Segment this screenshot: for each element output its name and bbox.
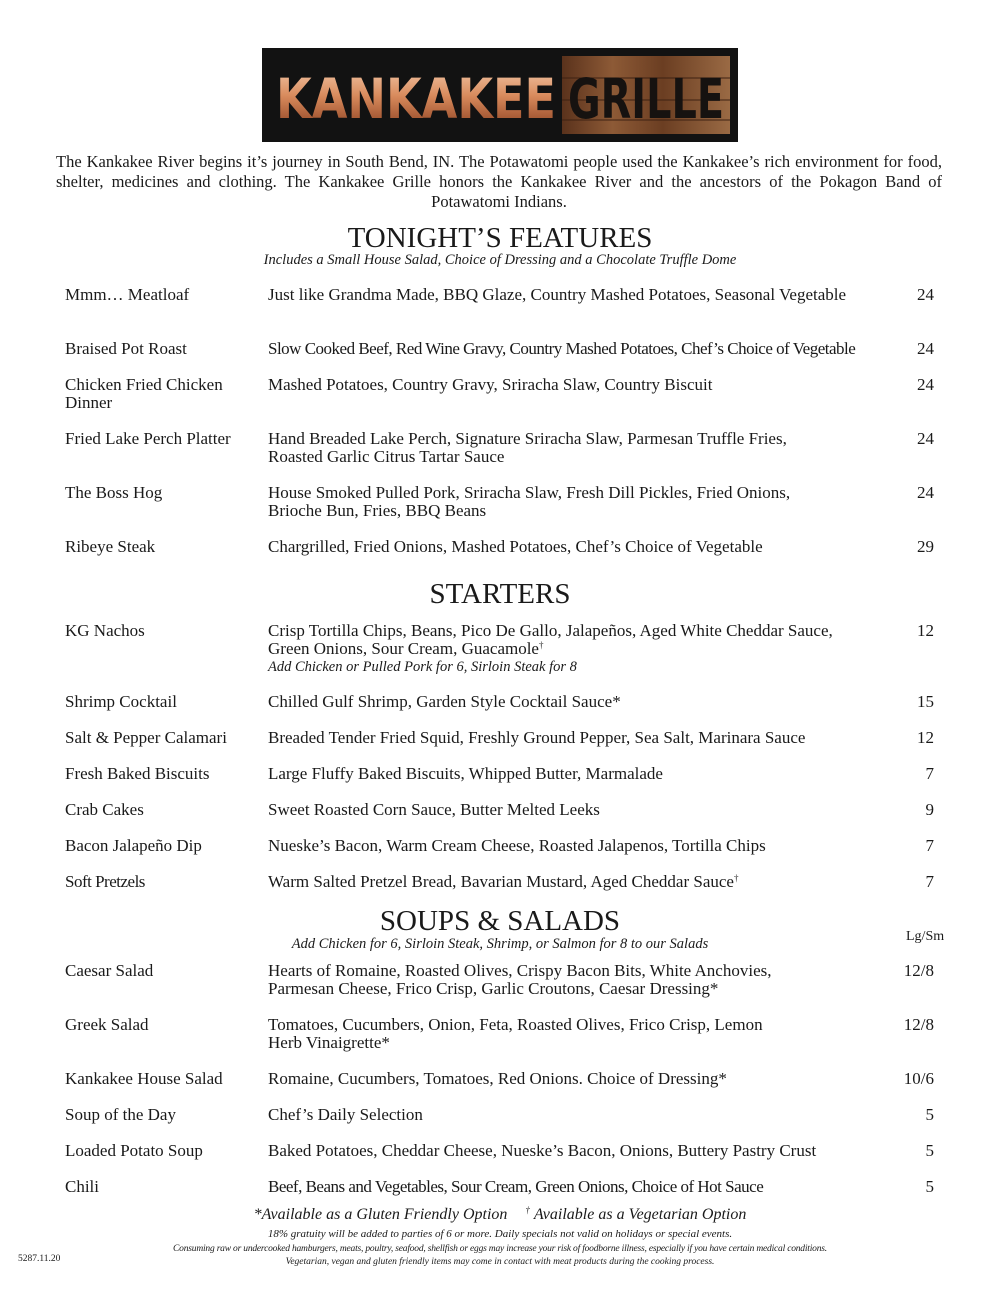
menu-item-name: Chicken Fried Chicken Dinner bbox=[65, 375, 223, 412]
menu-item-price: 12/8 bbox=[903, 1015, 934, 1034]
menu-item-price: 7 bbox=[925, 872, 934, 891]
menu-item-description-text: Crisp Tortilla Chips, Beans, Pico De Gallo, Jalapeños, Aged White Cheddar Sauce, Green Onions, Sour Cream, Guacamole bbox=[268, 621, 833, 658]
vegetarian-mark: † bbox=[733, 873, 739, 883]
menu-item-price: 7 bbox=[925, 836, 934, 855]
menu-item-price: 10/6 bbox=[903, 1069, 934, 1088]
section-title-soups-salads: SOUPS & SALADS bbox=[379, 905, 621, 937]
menu-item-price: 15 bbox=[917, 692, 934, 711]
logo-graphic bbox=[262, 48, 738, 142]
menu-item-price: 12 bbox=[917, 728, 934, 747]
menu-item-description: Sweet Roasted Corn Sauce, Butter Melted Leeks bbox=[268, 800, 600, 819]
logo-text-kankakee: KANKAKEE bbox=[276, 67, 556, 131]
menu-item-description: Baked Potatoes, Cheddar Cheese, Nueske’s Bacon, Onions, Buttery Pastry Crust bbox=[268, 1141, 817, 1160]
gluten-friendly-note: *Available as a Gluten Friendly Option bbox=[253, 1206, 508, 1223]
section-title-features: TONIGHT’S FEATURES bbox=[347, 222, 653, 254]
menu-item-price: 24 bbox=[917, 339, 934, 358]
menu-item-description: Just like Grandma Made, BBQ Glaze, Country Mashed Potatoes, Seasonal Vegetable bbox=[268, 285, 847, 304]
menu-item-name: Salt & Pepper Calamari bbox=[65, 728, 227, 747]
menu-item-price: 12 bbox=[917, 621, 934, 640]
menu-item-description: Beef, Beans and Vegetables, Sour Cream, Green Onions, Choice of Hot Sauce bbox=[268, 1177, 764, 1196]
menu-item-name: Fried Lake Perch Platter bbox=[65, 429, 231, 448]
section-subtitle-features: Includes a Small House Salad, Choice of Dressing and a Chocolate Truffle Dome bbox=[263, 252, 737, 268]
menu-item-description bbox=[268, 873, 888, 891]
menu-item-price: 12/8 bbox=[903, 961, 934, 980]
footer-legend bbox=[0, 1206, 1000, 1224]
menu-item-description: Hearts of Romaine, Roasted Olives, Crispy Bacon Bits, White Anchovies, Parmesan Cheese, Frico Crisp, Garlic Croutons, Caesar Dressing* bbox=[268, 961, 772, 998]
restaurant-logo bbox=[262, 48, 738, 142]
menu-item-name: Caesar Salad bbox=[65, 961, 154, 980]
menu-item-name: Fresh Baked Biscuits bbox=[65, 764, 210, 783]
menu-item-price: 24 bbox=[917, 285, 934, 304]
menu-code: 5287.11.20 bbox=[18, 1254, 61, 1264]
menu-item-description-text: Warm Salted Pretzel Bread, Bavarian Mustard, Aged Cheddar Sauce bbox=[268, 872, 734, 891]
menu-item-add-on: Add Chicken or Pulled Pork for 6, Sirloin Steak for 8 bbox=[268, 659, 577, 675]
menu-item-name: The Boss Hog bbox=[65, 483, 163, 502]
menu-item-name: KG Nachos bbox=[65, 621, 145, 640]
menu-item-price: 7 bbox=[925, 764, 934, 783]
menu-item-description bbox=[268, 622, 878, 676]
menu-item-description: Chargrilled, Fried Onions, Mashed Potatoes, Chef’s Choice of Vegetable bbox=[268, 537, 763, 556]
menu-item-description: Mashed Potatoes, Country Gravy, Sriracha Slaw, Country Biscuit bbox=[268, 375, 713, 394]
menu-item-price: 5 bbox=[925, 1105, 934, 1124]
menu-item-price: 9 bbox=[925, 800, 934, 819]
size-column-header: Lg/Sm bbox=[906, 929, 945, 944]
consumer-advisory: Consuming raw or undercooked hamburgers, meats, poultry, seafood, shellfish or eggs may increase your risk of foodborne illness, especially if you have certain medical conditions. bbox=[173, 1244, 827, 1254]
logo-text-grille: GRILLE bbox=[568, 67, 724, 131]
menu-item-price: 24 bbox=[917, 429, 934, 448]
menu-item-name: Ribeye Steak bbox=[65, 537, 156, 556]
vegetarian-note: Available as a Vegetarian Option bbox=[533, 1206, 747, 1223]
menu-item-description: Breaded Tender Fried Squid, Freshly Ground Pepper, Sea Salt, Marinara Sauce bbox=[268, 728, 806, 747]
menu-item-description: Hand Breaded Lake Perch, Signature Sriracha Slaw, Parmesan Truffle Fries, Roasted Garlic Citrus Tartar Sauce bbox=[268, 429, 787, 466]
menu-item-price: 24 bbox=[917, 483, 934, 502]
gratuity-note: 18% gratuity will be added to parties of 6 or more. Daily specials not valid on holidays or special events. bbox=[267, 1228, 733, 1240]
section-subtitle-soups-salads: Add Chicken for 6, Sirloin Steak, Shrimp, or Salmon for 8 to our Salads bbox=[291, 936, 709, 952]
menu-item-description: Large Fluffy Baked Biscuits, Whipped Butter, Marmalade bbox=[268, 764, 663, 783]
menu-item-name: Mmm… Meatloaf bbox=[65, 285, 190, 304]
menu-item-name: Loaded Potato Soup bbox=[65, 1141, 203, 1160]
menu-item-description: Chef’s Daily Selection bbox=[268, 1105, 423, 1124]
menu-item-name: Braised Pot Roast bbox=[65, 339, 187, 358]
menu-item-description: Tomatoes, Cucumbers, Onion, Feta, Roasted Olives, Frico Crisp, Lemon Herb Vinaigrette* bbox=[268, 1015, 763, 1052]
vegetarian-mark: † bbox=[525, 1205, 530, 1215]
cross-contact-note: Vegetarian, vegan and gluten friendly items may come in contact with meat products during the cooking process. bbox=[285, 1257, 715, 1267]
vegetarian-mark: † bbox=[538, 640, 544, 650]
menu-item-price: 29 bbox=[917, 537, 934, 556]
menu-item-name: Bacon Jalapeño Dip bbox=[65, 836, 202, 855]
menu-item-name: Soft Pretzels bbox=[65, 872, 145, 891]
menu-item-price: 5 bbox=[925, 1177, 934, 1196]
menu-item-name: Soup of the Day bbox=[65, 1105, 176, 1124]
menu-item-price: 24 bbox=[917, 375, 934, 394]
menu-item-description: House Smoked Pulled Pork, Sriracha Slaw, Fresh Dill Pickles, Fried Onions, Brioche Bun, Fries, BBQ Beans bbox=[268, 483, 791, 520]
menu-item-description: Slow Cooked Beef, Red Wine Gravy, Country Mashed Potatoes, Chef’s Choice of Vegetable bbox=[268, 339, 856, 358]
menu-item-description: Chilled Gulf Shrimp, Garden Style Cocktail Sauce* bbox=[268, 692, 621, 711]
menu-item-description: Nueske’s Bacon, Warm Cream Cheese, Roasted Jalapenos, Tortilla Chips bbox=[268, 836, 766, 855]
menu-item-description: Romaine, Cucumbers, Tomatoes, Red Onions. Choice of Dressing* bbox=[268, 1069, 727, 1088]
menu-item-price: 5 bbox=[925, 1141, 934, 1160]
menu-item-name: Crab Cakes bbox=[65, 800, 144, 819]
menu-item-name: Shrimp Cocktail bbox=[65, 692, 177, 711]
menu-item-name: Greek Salad bbox=[65, 1015, 149, 1034]
section-title-starters: STARTERS bbox=[429, 578, 571, 610]
menu-item-name: Chili bbox=[65, 1177, 100, 1196]
menu-item-name: Kankakee House Salad bbox=[65, 1069, 223, 1088]
intro-paragraph: The Kankakee River begins it’s journey in South Bend, IN. The Potawatomi people used the Kankakee’s rich environment for food, shelter, medicines and clothing. The Kankakee Grille honors the Kankakee River and the ancestors of the Pokagon Band of Potawatomi Indians. bbox=[56, 152, 942, 211]
